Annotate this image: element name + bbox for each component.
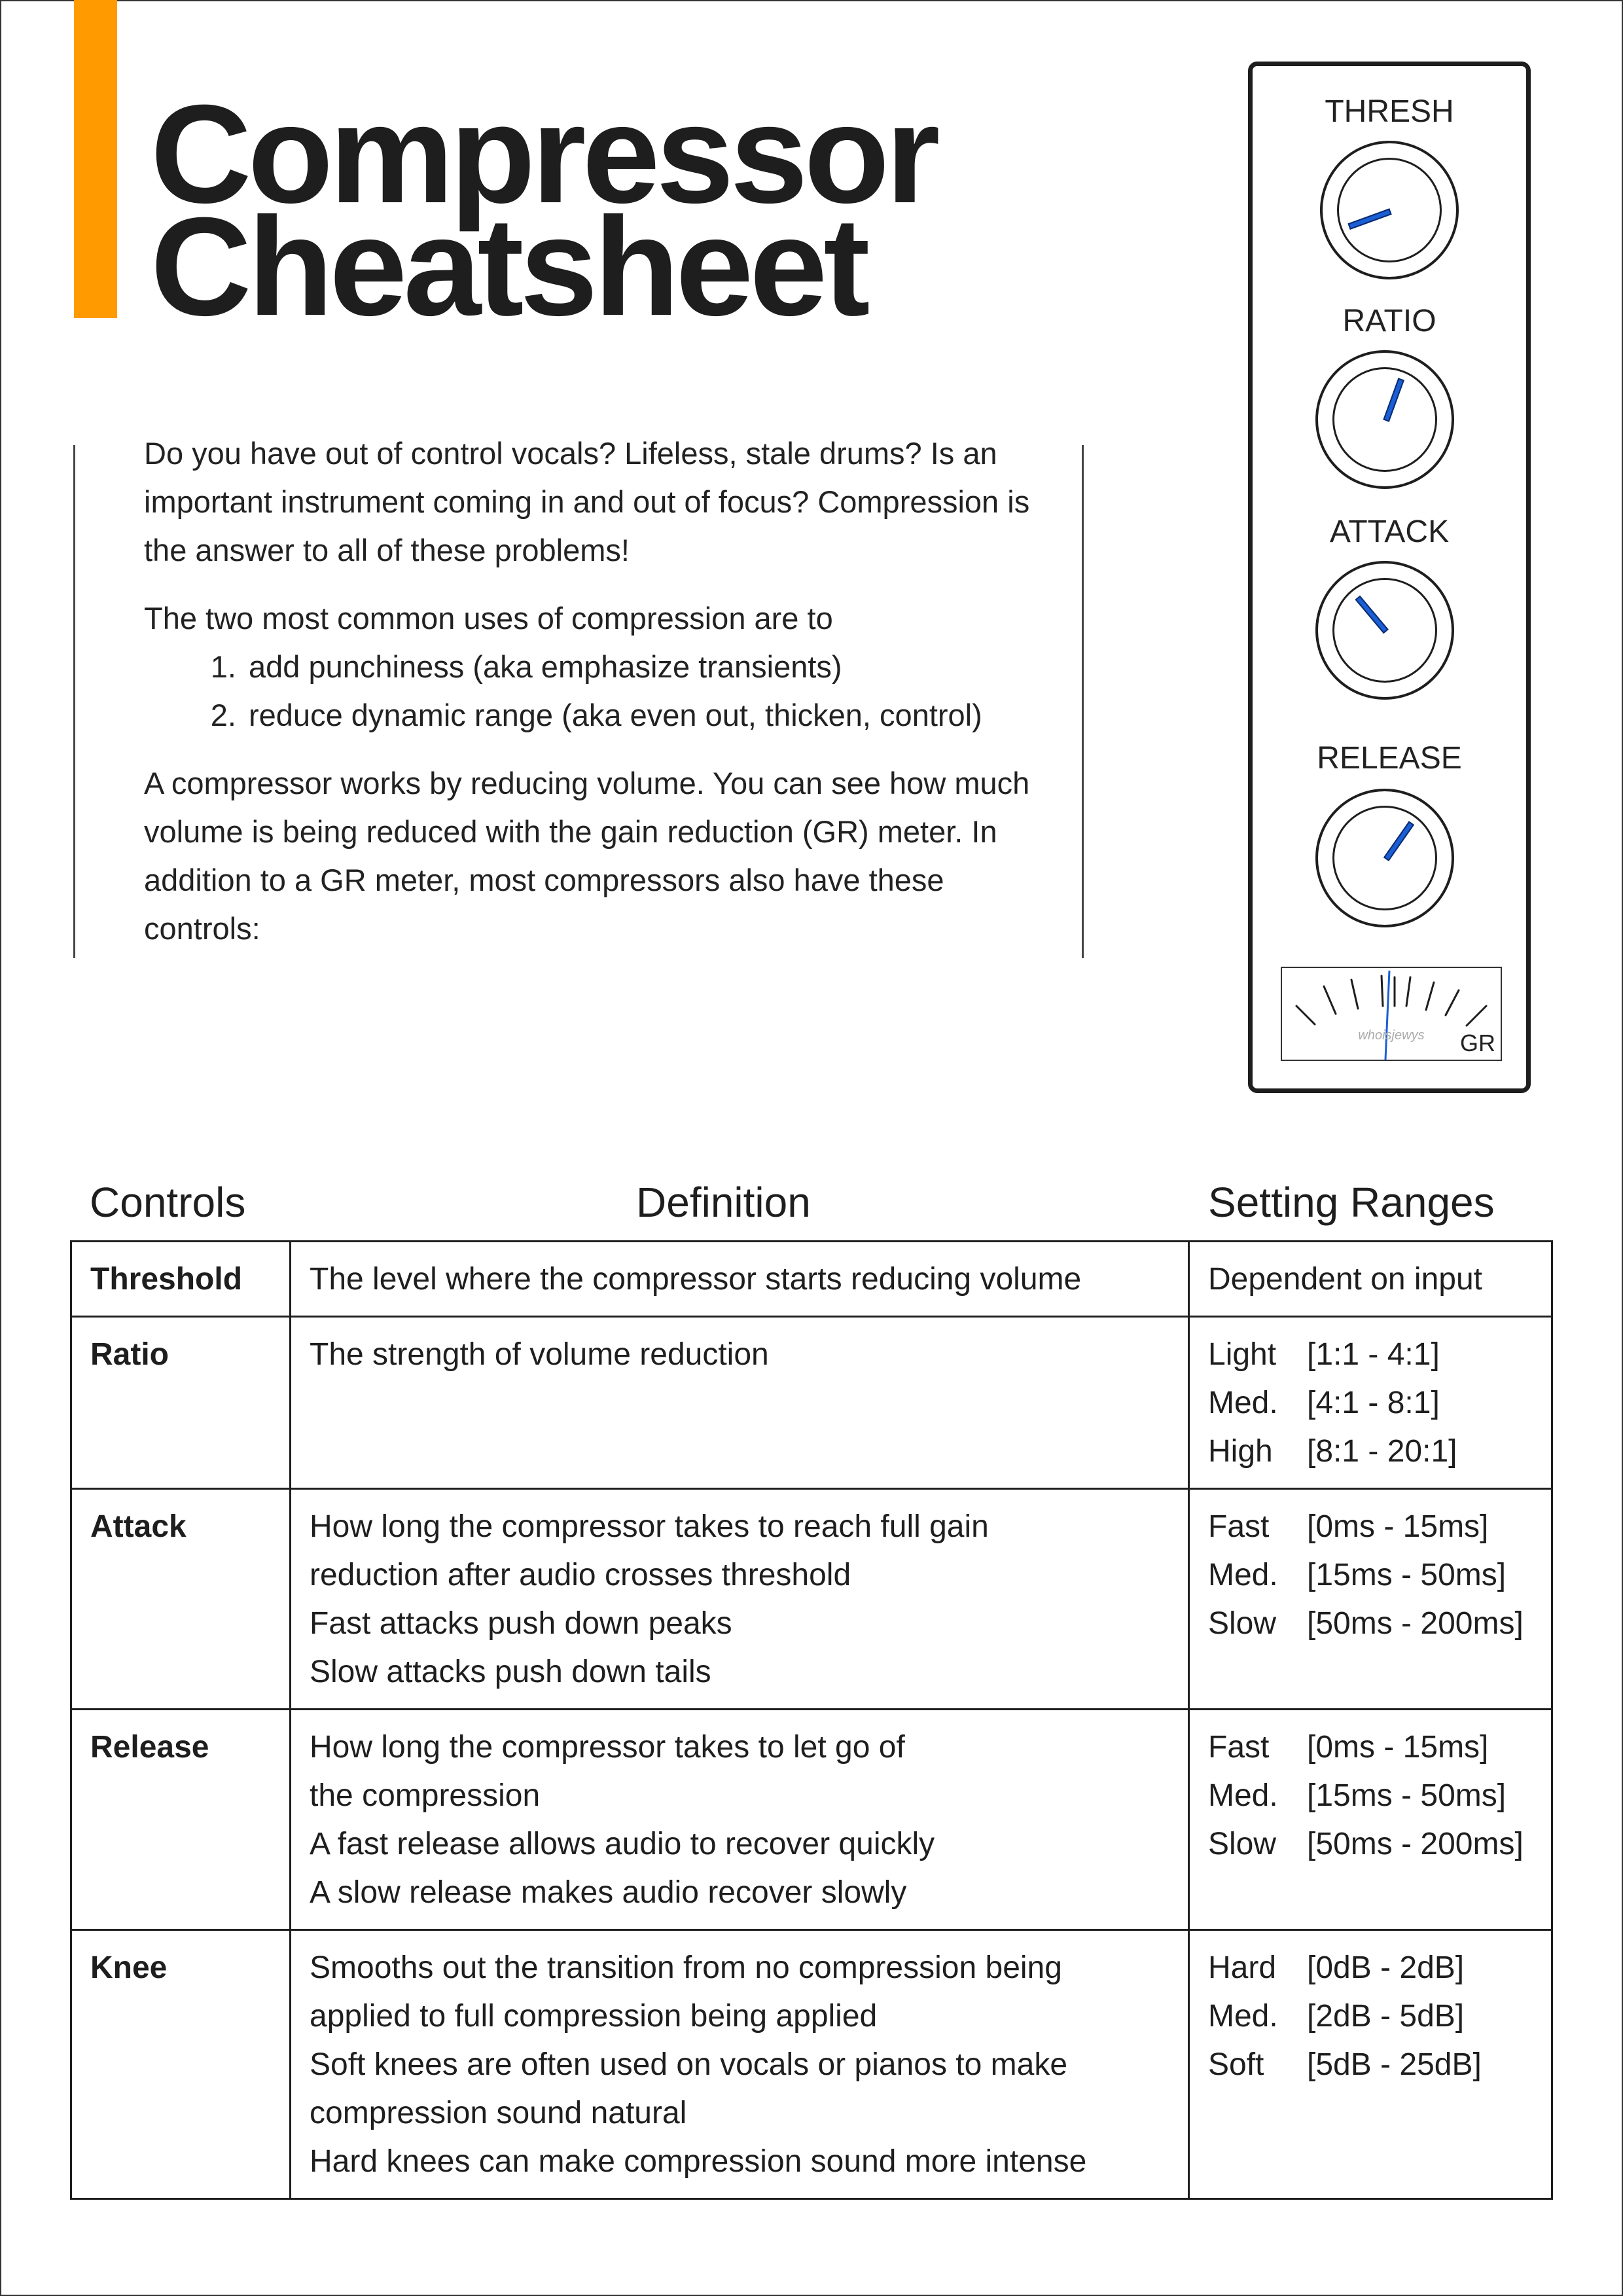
title-line-1: Compressor — [151, 76, 936, 232]
definition-line: A slow release makes audio recover slowly — [310, 1875, 907, 1910]
range-value: [4:1 - 8:1] — [1307, 1386, 1440, 1420]
range-line — [1208, 1379, 1533, 1427]
table-row-knee — [71, 1930, 1552, 2199]
title-line-2: Cheatsheet — [151, 188, 866, 345]
table-row-threshold — [71, 1242, 1552, 1317]
ranges-cell — [1189, 1489, 1552, 1710]
range-value: [0ms - 15ms] — [1307, 1730, 1489, 1765]
ranges-cell — [1189, 1710, 1552, 1930]
meter-brand: whoisjewys — [1358, 1028, 1425, 1043]
use-item: 1. add punchiness (aka emphasize transients) — [245, 643, 1060, 691]
table-row-attack — [71, 1489, 1552, 1710]
range-value: [50ms - 200ms] — [1307, 1827, 1524, 1861]
range-level: Med. — [1208, 1386, 1278, 1420]
control-name: Attack — [71, 1489, 291, 1710]
uses-list — [144, 643, 1060, 740]
range-line — [1208, 1427, 1533, 1476]
range-line — [1208, 1331, 1533, 1379]
definition-line: How long the compressor takes to reach full gain — [310, 1509, 989, 1544]
ranges-cell — [1189, 1242, 1552, 1317]
range-line — [1208, 1503, 1533, 1551]
definition-cell — [291, 1489, 1189, 1710]
compressor-device-illustration — [1248, 62, 1531, 1093]
range-level: Soft — [1208, 2047, 1264, 2082]
range-level: Slow — [1208, 1827, 1277, 1861]
knob-label-attack: ATTACK — [1329, 514, 1450, 549]
range-value: [8:1 - 20:1] — [1307, 1434, 1457, 1469]
definition-line: Slow attacks push down tails — [310, 1655, 711, 1689]
range-level: Med. — [1208, 1999, 1278, 2034]
definition-cell — [291, 1930, 1189, 2199]
control-name: Knee — [71, 1930, 291, 2199]
knob-label-release: RELEASE — [1317, 741, 1462, 776]
range-level: Hard — [1208, 1950, 1277, 1985]
range-line — [1208, 1820, 1533, 1869]
definition-line: The strength of volume reduction — [310, 1337, 769, 1372]
definition-cell — [291, 1710, 1189, 1930]
definition-line: Soft knees are often used on vocals or pianos to make — [310, 2047, 1068, 2082]
range-line — [1208, 1772, 1533, 1820]
definition-line: Smooths out the transition from no compression being — [310, 1950, 1062, 1985]
definition-line: Hard knees can make compression sound more intense — [310, 2144, 1087, 2179]
knob-label-ratio: RATIO — [1342, 304, 1436, 338]
range-line — [1208, 1992, 1533, 2041]
controls-table — [70, 1240, 1553, 2200]
definition-line: applied to full compression being applied — [310, 1999, 878, 2034]
range-value: [0ms - 15ms] — [1307, 1509, 1489, 1544]
range-value: [15ms - 50ms] — [1307, 1778, 1507, 1813]
range-value: [1:1 - 4:1] — [1307, 1337, 1440, 1372]
intro-paragraph-2: The two most common uses of compression are to — [144, 601, 833, 636]
range-line — [1208, 2041, 1533, 2089]
table-row-ratio — [71, 1317, 1552, 1489]
range-line — [1208, 1600, 1533, 1648]
range-value: [0dB - 2dB] — [1307, 1950, 1465, 1985]
range-line — [1208, 1944, 1533, 1992]
range-level: Fast — [1208, 1730, 1270, 1765]
definition-line: A fast release allows audio to recover quickly — [310, 1827, 935, 1861]
range-level: Fast — [1208, 1509, 1270, 1544]
gr-meter — [1281, 967, 1502, 1061]
range-line — [1208, 1551, 1533, 1600]
definition-cell — [291, 1317, 1189, 1489]
header-setting-ranges: Setting Ranges — [1208, 1179, 1495, 1226]
page-title — [151, 76, 936, 345]
release-knob — [1315, 789, 1454, 927]
range-level: Med. — [1208, 1558, 1278, 1592]
control-name: Ratio — [71, 1317, 291, 1489]
definition-line: How long the compressor takes to let go of — [310, 1730, 905, 1765]
ratio-knob — [1315, 350, 1454, 489]
table-row-release — [71, 1710, 1552, 1930]
range-level: Slow — [1208, 1606, 1277, 1641]
header-definition: Definition — [636, 1179, 811, 1226]
attack-knob — [1315, 561, 1454, 700]
intro-text — [144, 429, 1060, 973]
use-item: 2. reduce dynamic range (aka even out, thicken, control) — [245, 691, 1060, 740]
ranges-cell — [1189, 1930, 1552, 2199]
meter-label: GR — [1460, 1030, 1495, 1056]
definition-line: The level where the compressor starts reducing volume — [310, 1262, 1082, 1297]
range-level: High — [1208, 1434, 1273, 1469]
ranges-cell — [1189, 1317, 1552, 1489]
definition-line: reduction after audio crosses threshold — [310, 1558, 851, 1592]
range-value: [5dB - 25dB] — [1307, 2047, 1482, 2082]
definition-line: Fast attacks push down peaks — [310, 1606, 732, 1641]
header-controls: Controls — [90, 1179, 246, 1226]
definition-line: compression sound natural — [310, 2096, 687, 2130]
range-value: [15ms - 50ms] — [1307, 1558, 1507, 1592]
range-value: Dependent on input — [1208, 1262, 1483, 1297]
range-level: Med. — [1208, 1778, 1278, 1813]
definition-cell — [291, 1242, 1189, 1317]
control-name: Threshold — [71, 1242, 291, 1317]
thresh-knob — [1320, 141, 1459, 279]
intro-paragraph-1: Do you have out of control vocals? Lifeless, stale drums? Is an important instrument coming in and out of focus? Compression is the answer to all of these problems! — [144, 436, 1030, 567]
intro-paragraph-3: A compressor works by reducing volume. You can see how much volume is being reduced with the gain reduction (GR) meter. In addition to a GR meter, most compressors also have these controls: — [144, 766, 1030, 946]
control-name: Release — [71, 1710, 291, 1930]
range-line — [1208, 1723, 1533, 1772]
range-level: Light — [1208, 1337, 1277, 1372]
range-value: [2dB - 5dB] — [1307, 1999, 1465, 2034]
definition-line: the compression — [310, 1778, 541, 1813]
accent-bar — [74, 0, 117, 318]
knob-label-thresh: THRESH — [1325, 94, 1454, 129]
range-value: [50ms - 200ms] — [1307, 1606, 1524, 1641]
range-line — [1208, 1255, 1533, 1304]
